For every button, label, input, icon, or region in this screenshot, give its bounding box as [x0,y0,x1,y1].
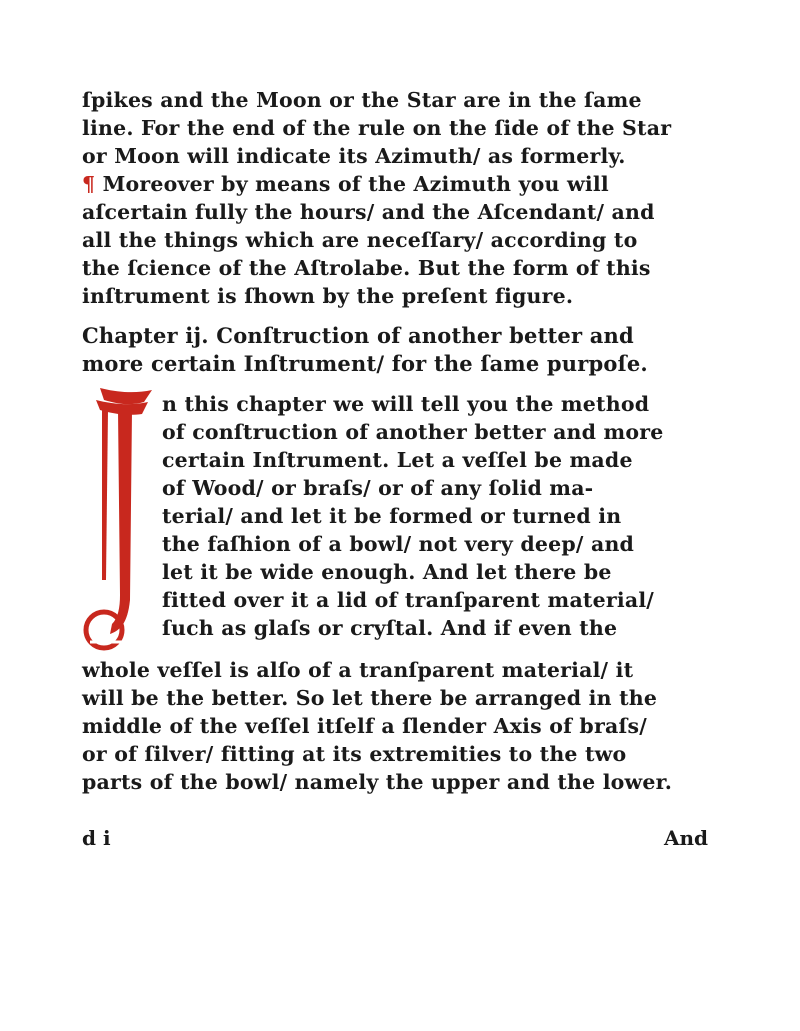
text-line: of conſtruction of another better and more [162,420,664,444]
text-line: line. For the end of the rule on the ſide of the Star [82,116,672,140]
text-line-with-pilcrow [82,172,722,196]
text-line: certain Inſtrument. Let a veſſel be made [162,448,633,472]
chapter-heading-line: Chapter ij. Conſtruction of another better and [82,323,634,348]
text-line: n this chapter we will tell you the method [162,392,650,416]
text-line: or Moon will indicate its Azimuth/ as formerly. [82,144,626,168]
text-line: fitted over it a lid of tranſparent material/ [162,588,654,612]
text-line: let it be wide enough. And let there be [162,560,612,584]
text-line: middle of the veſſel itſelf a ſlender Axis of braſs/ [82,714,647,738]
text-line: whole veſſel is alſo of a tranſparent material/ it [82,658,634,682]
text-line: ſuch as glaſs or cryſtal. And if even the [162,616,618,640]
text-line: Moreover by means of the Azimuth you will [102,172,609,196]
signature-mark: d i [82,826,111,850]
text-line: the ſcience of the Aſtrolabe. But the form of this [82,256,651,280]
text-line: ſpikes and the Moon or the Star are in the ſame [82,88,642,112]
text-line: aſcertain fully the hours/ and the Aſcendant/ and [82,200,655,224]
text-line: parts of the bowl/ namely the upper and the lower. [82,770,673,794]
pilcrow-mark: ¶ [82,172,96,196]
chapter-heading-line: more certain Inſtrument/ for the ſame purpoſe. [82,351,648,376]
text-line: or of ſilver/ fitting at its extremities to the two [82,742,627,766]
catchword: And [664,826,709,850]
text-line: all the things which are neceſſary/ according to [82,228,638,252]
text-line: terial/ and let it be formed or turned in [162,504,622,528]
text-line: inſtrument is ſhown by the preſent figure. [82,284,574,308]
text-line: the faſhion of a bowl/ not very deep/ and [162,532,635,556]
text-line: of Wood/ or braſs/ or of any ſolid ma‑ [162,476,594,500]
text-line: will be the better. So let there be arranged in the [82,686,658,710]
decorated-initial-icon [82,380,162,660]
